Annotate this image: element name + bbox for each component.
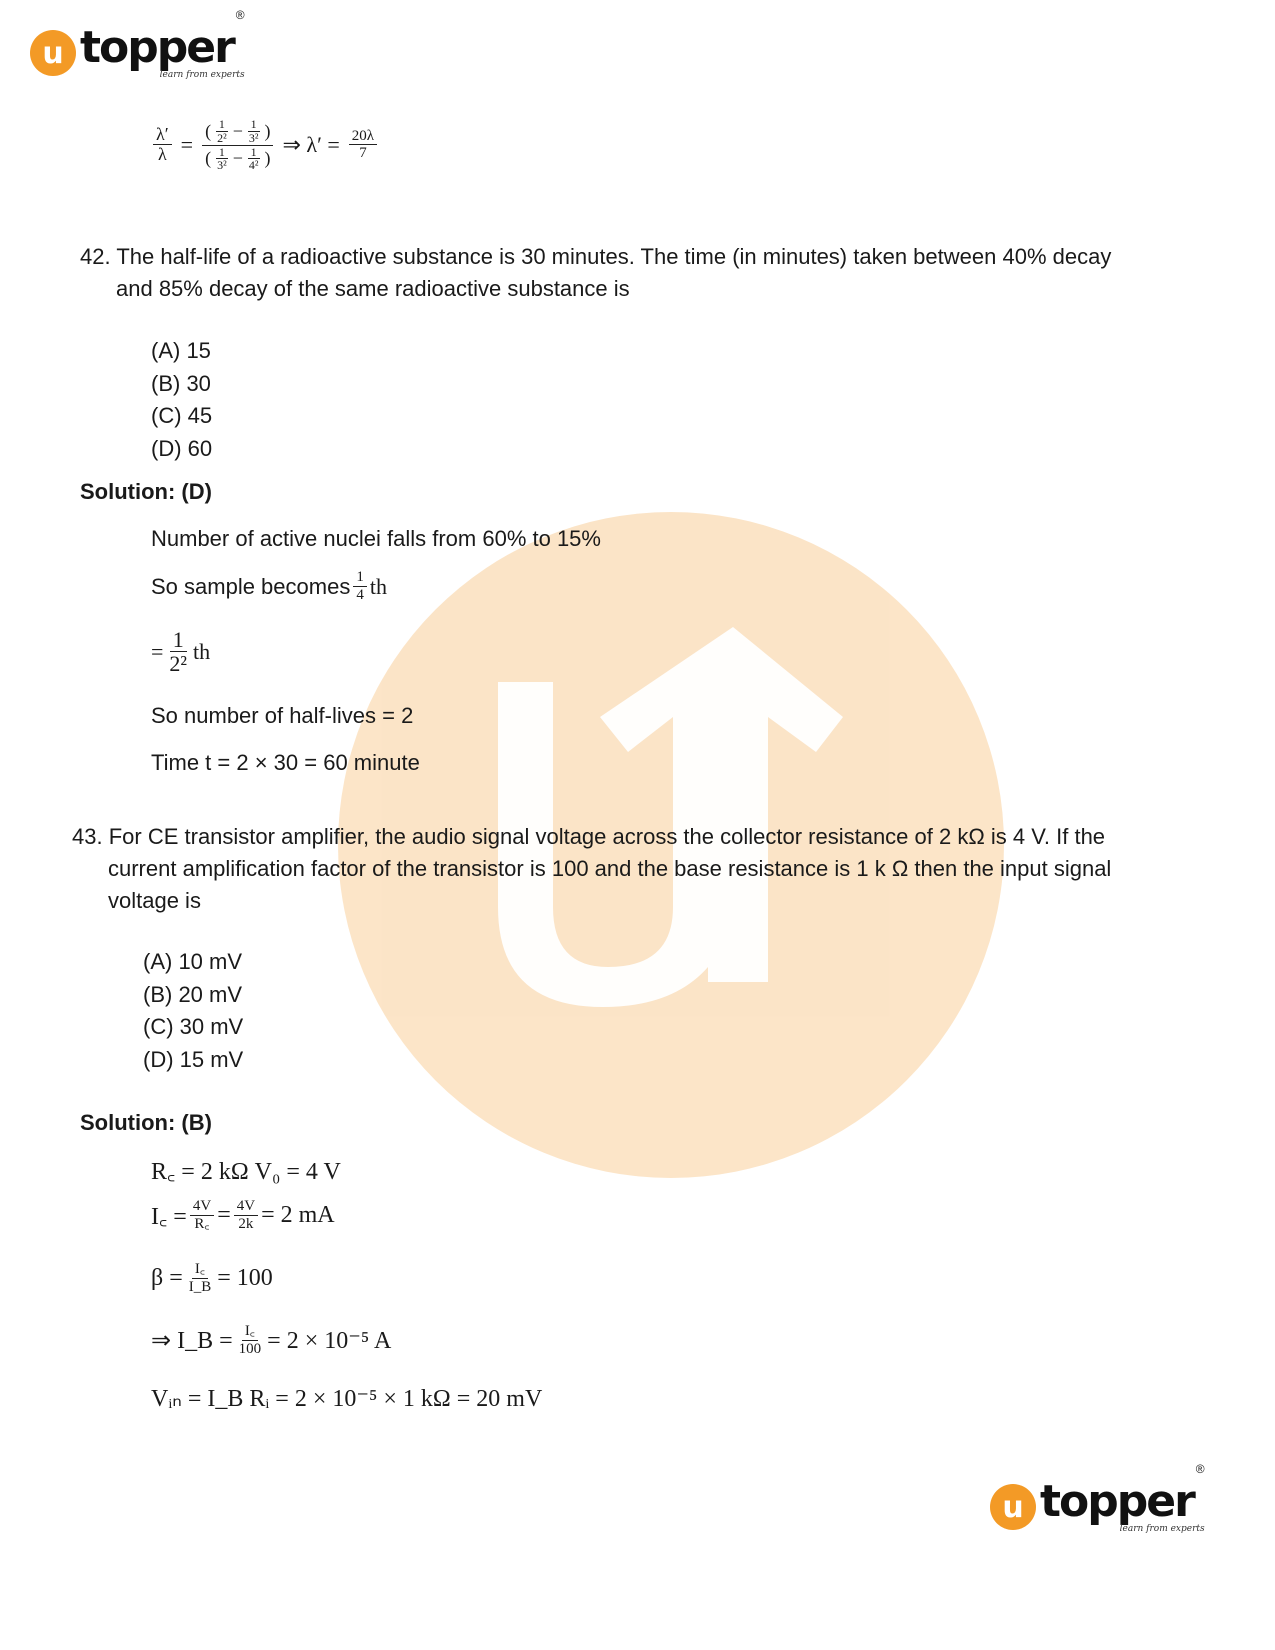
solution-equation <box>151 1262 273 1295</box>
option-c: (C) 30 mV <box>143 1014 244 1039</box>
equals-sign: = <box>217 1202 231 1229</box>
solution-line <box>151 628 210 676</box>
solution-suffix: th <box>369 573 387 599</box>
solution-label: Solution: (B) <box>80 1110 212 1135</box>
frac-num: 1 <box>170 628 187 652</box>
question-number: 42. <box>80 244 111 269</box>
q43-options <box>143 946 243 1076</box>
frac-den: 100 <box>238 1340 262 1357</box>
question-text: current amplification factor of the transistor is 100 and the base resistance is 1 k Ω then the input signal <box>108 855 1112 881</box>
solution-line: Number of active nuclei falls from 60% to 15% <box>151 526 601 551</box>
frac-den: I_B <box>188 1278 212 1295</box>
solution-line <box>151 570 387 603</box>
equation-rhs: = 100 <box>217 1265 273 1292</box>
logo-tagline: learn from experts <box>159 70 245 80</box>
frac-num: 1 <box>216 146 228 160</box>
question-text: For CE transistor amplifier, the audio signal voltage across the collector resistance of 2 kΩ is 4 V. If the <box>108 824 1106 849</box>
frac-num: 1 <box>248 146 260 160</box>
logo-badge-icon: u <box>30 30 76 76</box>
frac-num: I꜀ <box>242 1324 258 1341</box>
logo-wordmark: topper <box>1040 1476 1194 1527</box>
footer-logo <box>990 1462 1205 1534</box>
frac-num: 4V <box>190 1199 214 1216</box>
question-43 <box>72 821 1111 917</box>
solution-text: So sample becomes <box>151 573 351 599</box>
frac-den: R꜀ <box>194 1215 210 1232</box>
frac-den: 2² <box>169 651 188 677</box>
equals-sign: = <box>151 639 164 665</box>
logo-registered-mark: ® <box>235 8 245 22</box>
solution-line: Time t = 2 × 30 = 60 minute <box>151 750 420 775</box>
question-42 <box>80 241 1111 305</box>
frac-num: 1 <box>216 118 228 132</box>
frac-den: 3² <box>248 130 259 145</box>
question-number: 43. <box>72 824 103 849</box>
option-a: (A) 10 mV <box>143 949 243 974</box>
equation-rhs: = 2 × 10⁻⁵ A <box>267 1328 392 1355</box>
logo-registered-mark: ® <box>1195 1462 1205 1476</box>
lambda-ratio-equation: $\frac{\lambda'}{\lambda}$ = ( $\frac{1}{\text{2²}}$ − $\frac{1}{\text{3²}}$ ) ( $\frac{1}{\text{3²}}$ − $\frac{1}{\text{4²}}$ ) ⇒ λ′ = $\frac{20\lambda}{7}$ <box>150 118 380 173</box>
frac-den: 3² <box>217 158 227 173</box>
frac-den: 7 <box>359 145 367 162</box>
solution-equation: Vᵢₙ = I_B Rᵢ = 2 × 10⁻⁵ × 1 kΩ = 20 mV <box>151 1386 543 1412</box>
option-b: (B) 30 <box>151 370 211 396</box>
equation-lhs: β = <box>151 1265 183 1292</box>
header-logo <box>30 8 245 80</box>
question-text: The half-life of a radioactive substance is 30 minutes. The time (in minutes) taken between 40% decay <box>116 244 1112 269</box>
equation-lhs: I꜀ = <box>151 1204 187 1231</box>
frac-den: 4² <box>248 158 259 173</box>
frac-num: 4V <box>234 1199 258 1216</box>
solution-label: Solution: (D) <box>80 479 212 504</box>
lambda: λ <box>157 144 167 165</box>
equation-lhs: ⇒ I_B = <box>151 1328 233 1355</box>
frac-den: 2k <box>238 1215 254 1232</box>
lambda-prime: λ′ <box>153 125 172 145</box>
option-a: (A) 15 <box>151 338 211 363</box>
logo-badge-icon: u <box>990 1484 1036 1530</box>
question-text: and 85% decay of the same radioactive substance is <box>116 275 630 301</box>
option-c: (C) 45 <box>151 403 213 428</box>
question-text: voltage is <box>108 887 201 913</box>
logo-tagline: learn from experts <box>1119 1524 1205 1534</box>
equation-rhs: = 2 mA <box>261 1202 335 1229</box>
frac-num: 20λ <box>349 129 377 146</box>
option-d: (D) 15 mV <box>143 1046 244 1072</box>
frac-den: 2² <box>217 130 227 145</box>
solution-suffix: th <box>193 639 211 665</box>
option-b: (B) 20 mV <box>143 981 243 1007</box>
solution-equation <box>151 1324 391 1357</box>
frac-num: I꜀ <box>192 1262 208 1279</box>
solution-equation <box>151 1199 335 1232</box>
q42-options <box>151 335 212 465</box>
frac-num: 1 <box>353 570 367 587</box>
logo-wordmark: topper <box>80 22 234 73</box>
option-d: (D) 60 <box>151 435 213 461</box>
frac-den: 4 <box>356 586 364 603</box>
frac-num: 1 <box>248 118 260 132</box>
solution-line: So number of half-lives = 2 <box>151 703 414 728</box>
solution-equation: R꜀ = 2 kΩ V₀ = 4 V <box>151 1159 341 1185</box>
implies-text: ⇒ λ′ = <box>282 132 340 158</box>
